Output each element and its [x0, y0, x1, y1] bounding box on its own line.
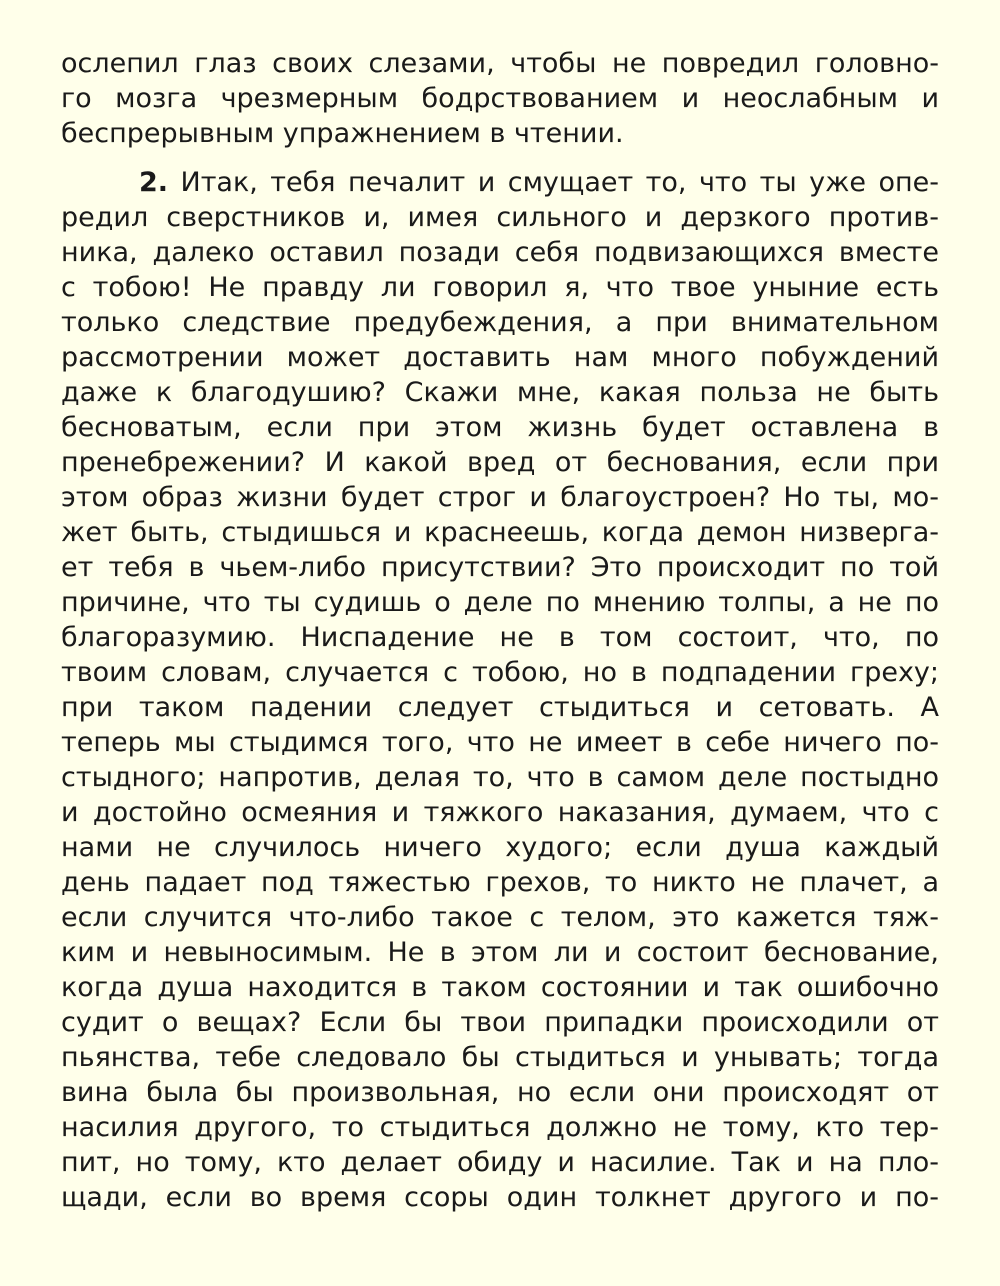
text-line: беспрерывным упражнением в чтении.: [61, 118, 624, 149]
text-line: рассмотрении может доставить нам много побуждений: [61, 342, 939, 373]
text-line: при таком падении следует стыдиться и сетовать. А: [61, 692, 939, 723]
first-line-text: Итак, тебя печалит и смущает то, что ты уже опе-: [168, 167, 939, 198]
text-line: пит, но тому, кто делает обиду и насилие. Так и на пло-: [61, 1147, 939, 1178]
text-line: причине, что ты судишь о деле по мнению толпы, а не по: [61, 587, 939, 618]
text-line: го мозга чрезмерным бодрствованием и неослабным и: [61, 83, 939, 114]
text-line: [61, 1215, 939, 1250]
text-line: пьянства, тебе следовало бы стыдиться и унывать; тогда: [61, 1042, 939, 1073]
text-line: ет тебя в чьем-либо присутствии? Это происходит по той: [61, 552, 939, 583]
text-line: ника, далеко оставил позади себя подвизающихся вместе: [61, 237, 939, 268]
paragraph-number: 2.: [139, 167, 169, 198]
text-line: судит о вещах? Если бы твои припадки происходили от: [61, 1007, 939, 1038]
text-line-first: [61, 165, 939, 200]
text-line: день падает под тяжестью грехов, то никто не плачет, а: [61, 867, 939, 898]
text-line: бесноватым, если при этом жизнь будет оставлена в: [61, 412, 939, 443]
text-line: стыдного; напротив, делая то, что в самом деле постыдно: [61, 762, 939, 793]
text-line: только следствие предубеждения, а при внимательном: [61, 307, 939, 338]
text-line: когда душа находится в таком состоянии и так ошибочно: [61, 972, 939, 1003]
text-line: благоразумию. Ниспадение не в том состоит, что, по: [61, 622, 939, 653]
text-line: нами не случилось ничего худого; если душа каждый: [61, 832, 939, 863]
text-line: щади, если во время ссоры один толкнет другого и по-: [61, 1182, 939, 1213]
text-line: жет быть, стыдишься и краснеешь, когда демон низверга-: [61, 517, 939, 548]
text-body: [61, 46, 939, 1250]
text-line: и достойно осмеяния и тяжкого наказания, думаем, что с: [61, 797, 939, 828]
text-line: теперь мы стыдимся того, что не имеет в себе ничего по-: [61, 727, 939, 758]
paragraph-1: [61, 46, 939, 151]
text-line: даже к благодушию? Скажи мне, какая польза не быть: [61, 377, 939, 408]
paragraph-2: [61, 165, 939, 1250]
text-line: насилия другого, то стыдиться должно не тому, кто тер-: [61, 1112, 939, 1143]
text-line: вина была бы произвольная, но если они происходят от: [61, 1077, 939, 1108]
text-line: твоим словам, случается с тобою, но в подпадении греху;: [61, 657, 939, 688]
text-line: пренебрежении? И какой вред от беснования, если при: [61, 447, 939, 478]
text-line: ким и невыносимым. Не в этом ли и состоит беснование,: [61, 937, 939, 968]
text-line: с тобою! Не правду ли говорил я, что твое уныние есть: [61, 272, 939, 303]
text-line: если случится что-либо такое с телом, это кажется тяж-: [61, 902, 939, 933]
text-line: ослепил глаз своих слезами, чтобы не повредил головно-: [61, 48, 939, 79]
text-line: этом образ жизни будет строг и благоустроен? Но ты, мо-: [61, 482, 939, 513]
paragraph-gap: [61, 151, 939, 165]
text-line: редил сверстников и, имея сильного и дерзкого против-: [61, 202, 939, 233]
